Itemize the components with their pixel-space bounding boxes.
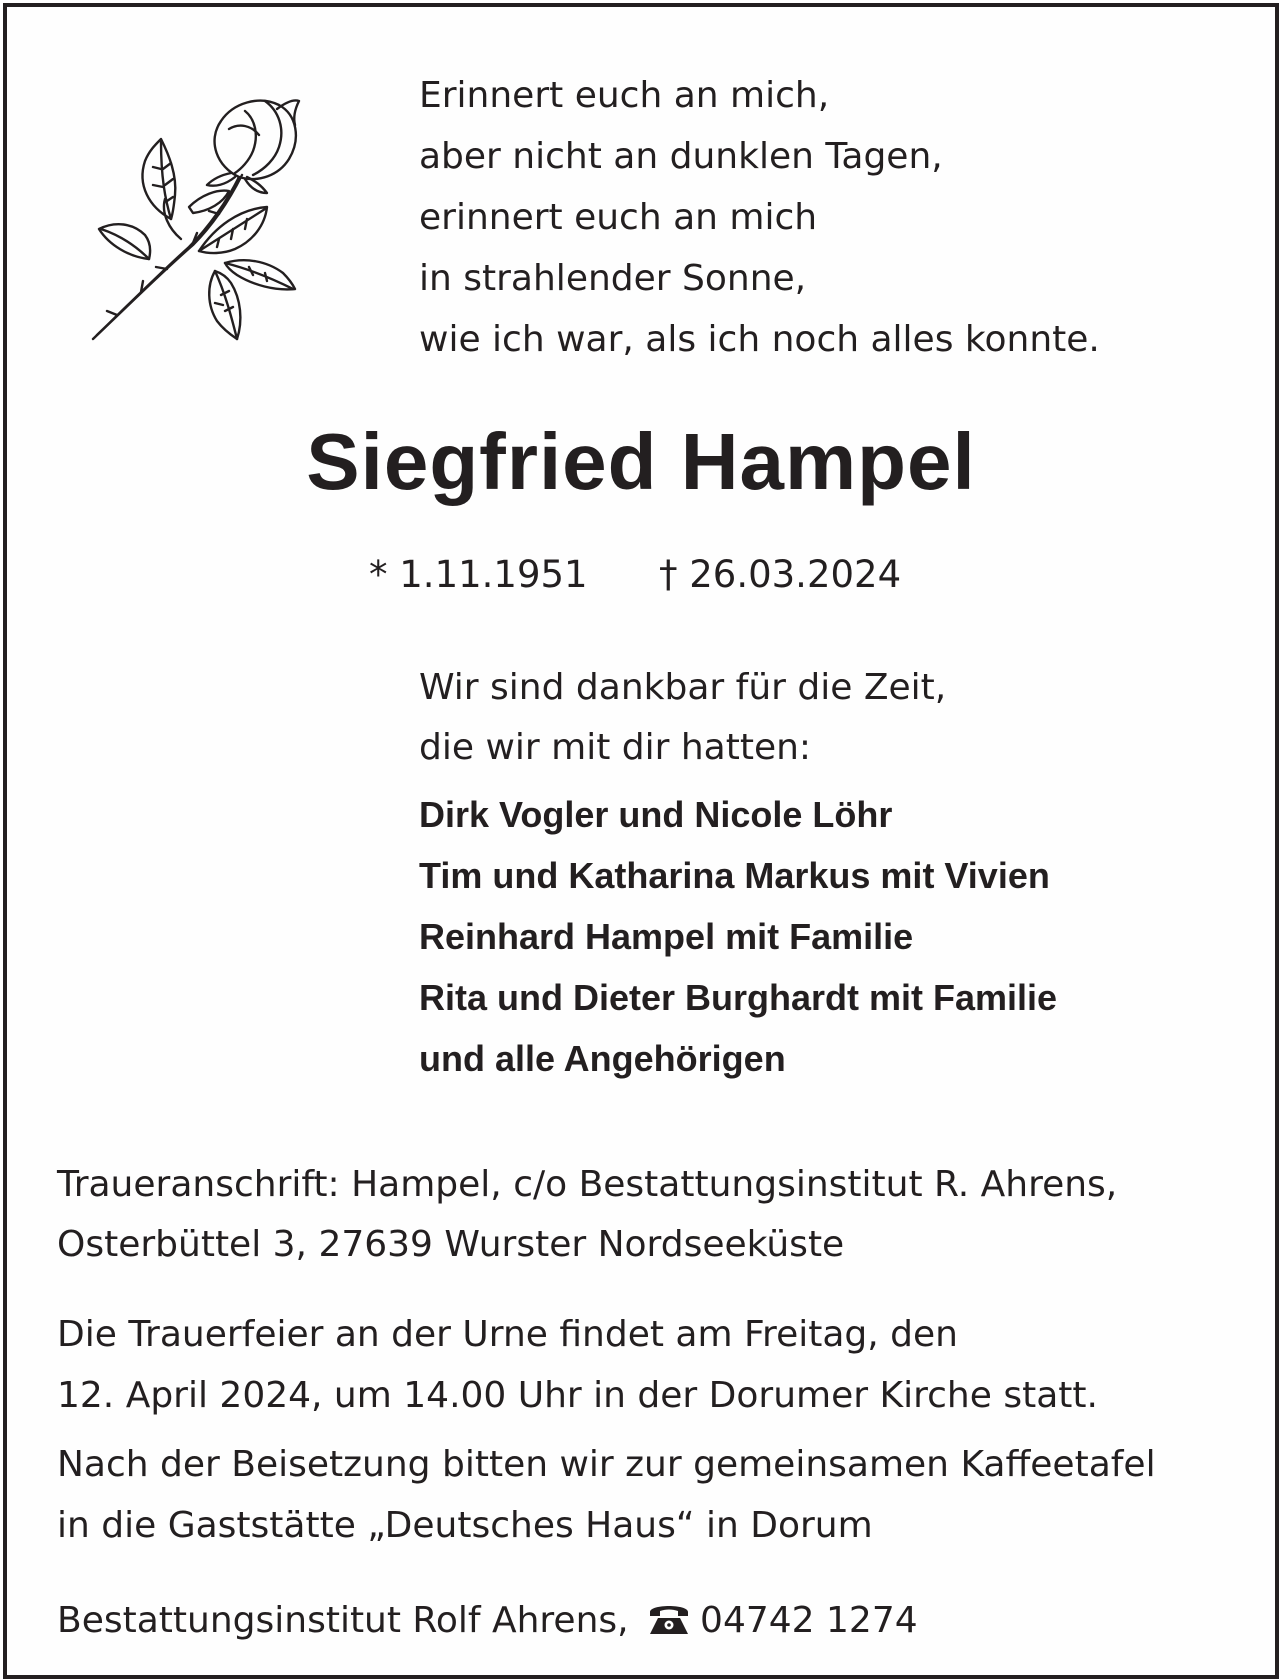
obituary-notice: [3, 3, 1279, 1679]
address-line: Traueranschrift: Hampel, c/o Bestattungsinstitut R. Ahrens,: [57, 1164, 1118, 1205]
poem-line: Erinnert euch an mich,: [419, 75, 830, 116]
mourners-list: [419, 784, 1057, 1089]
mourner-entry: Reinhard Hampel mit Familie: [419, 916, 914, 957]
funeral-director: [57, 1591, 918, 1651]
reception-info: [57, 1434, 1156, 1556]
mourner-entry: Tim und Katharina Markus mit Vivien: [419, 855, 1050, 896]
thanks-line: Wir sind dankbar für die Zeit,: [419, 667, 947, 708]
mourning-address: [57, 1155, 1117, 1275]
mourner-entry: Rita und Dieter Burghardt mit Familie: [419, 977, 1058, 1018]
reception-line: Nach der Beisetzung bitten wir zur gemeinsamen Kaffeetafel: [57, 1444, 1156, 1485]
ceremony-info: [57, 1304, 1098, 1426]
death-date: † 26.03.2024: [659, 553, 902, 596]
address-line: Osterbüttel 3, 27639 Wurster Nordseeküste: [57, 1224, 845, 1265]
birth-date: * 1.11.1951: [369, 553, 588, 596]
mourner-entry: und alle Angehörigen: [419, 1038, 786, 1079]
telephone-icon: [646, 1600, 692, 1636]
thanks-text: [419, 658, 946, 778]
poem-line: in strahlender Sonne,: [419, 258, 807, 299]
poem: [419, 65, 1100, 370]
mourner-entry: Dirk Vogler und Nicole Löhr: [419, 794, 893, 835]
reception-line: in die Gaststätte „Deutsches Haus“ in Dorum: [57, 1505, 873, 1546]
funeral-director-name: Bestattungsinstitut Rolf Ahrens,: [57, 1600, 629, 1641]
ceremony-line: Die Trauerfeier an der Urne findet am Freitag, den: [57, 1314, 958, 1355]
ceremony-line: 12. April 2024, um 14.00 Uhr in der Dorumer Kirche statt.: [57, 1375, 1098, 1416]
thanks-line: die wir mit dir hatten:: [419, 727, 812, 768]
phone-number: 04742 1274: [700, 1600, 918, 1641]
rose-icon: [89, 89, 319, 351]
poem-line: wie ich war, als ich noch alles konnte.: [419, 319, 1100, 360]
poem-line: aber nicht an dunklen Tagen,: [419, 136, 943, 177]
poem-line: erinnert euch an mich: [419, 197, 818, 238]
life-dates: [369, 550, 901, 600]
deceased-name: Siegfried Hampel: [306, 417, 976, 506]
